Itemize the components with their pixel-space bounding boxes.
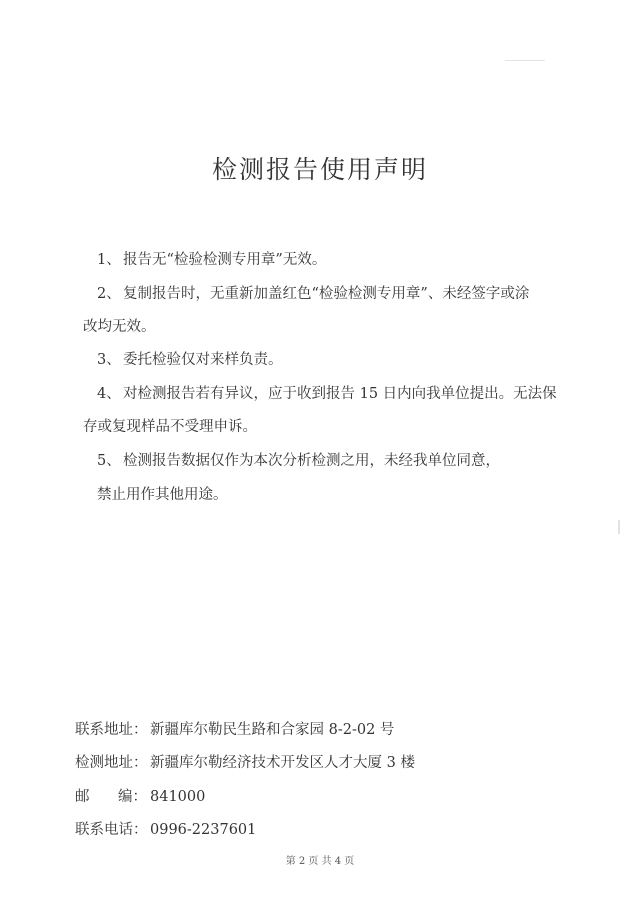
page-title: 检测报告使用声明 xyxy=(211,155,428,184)
clause-number: 2、 xyxy=(97,286,121,302)
clause-text: 禁止用作其他用途。 xyxy=(97,487,228,503)
clause-4 xyxy=(97,376,557,412)
clause-4-continuation xyxy=(83,409,257,445)
clause-5 xyxy=(97,443,500,479)
clause-text: 存或复现样品不受理申诉。 xyxy=(83,419,257,435)
clause-5-continuation xyxy=(97,477,228,513)
clause-text: 检测报告数据仅作为本次分析检测之用，未经我单位同意， xyxy=(123,453,500,469)
scan-artifact xyxy=(618,520,620,534)
clause-number: 4、 xyxy=(97,386,121,402)
contact-phone xyxy=(75,818,256,839)
clause-text: 报告无“检验检测专用章”无效。 xyxy=(123,252,327,268)
phone-value: 0996-2237601 xyxy=(150,822,257,838)
clause-3 xyxy=(97,342,283,378)
postcode-label-part2: 编： xyxy=(118,789,147,805)
address-value: 新疆库尔勒民生路和合家园 8-2-02 号 xyxy=(150,722,395,738)
lab-address-label: 检测地址： xyxy=(75,755,148,771)
clause-number: 5、 xyxy=(97,453,121,469)
clause-text: 改均无效。 xyxy=(83,319,156,335)
clause-number: 3、 xyxy=(97,352,121,368)
phone-label: 联系电话： xyxy=(75,822,148,838)
postcode xyxy=(75,785,205,806)
lab-address-value: 新疆库尔勒经济技术开发区人才大厦 3 楼 xyxy=(150,755,415,771)
clause-1 xyxy=(97,242,326,278)
clause-number: 1、 xyxy=(97,252,121,268)
scan-artifact xyxy=(505,60,545,61)
clause-2-continuation xyxy=(83,309,156,345)
address-label: 联系地址： xyxy=(75,722,148,738)
postcode-label-part1: 邮 xyxy=(75,789,90,805)
clause-2 xyxy=(97,276,529,312)
contact-address xyxy=(75,718,394,739)
postcode-value: 841000 xyxy=(150,789,206,805)
clause-text: 复制报告时，无重新加盖红色“检验检测专用章”、未经签字或涂 xyxy=(123,286,530,302)
page-number: 第 2 页 共 4 页 xyxy=(285,856,355,867)
lab-address xyxy=(75,751,415,772)
clause-text: 委托检验仅对来样负责。 xyxy=(123,352,283,368)
clause-text: 对检测报告若有异议，应于收到报告 15 日内向我单位提出。无法保 xyxy=(123,386,557,402)
